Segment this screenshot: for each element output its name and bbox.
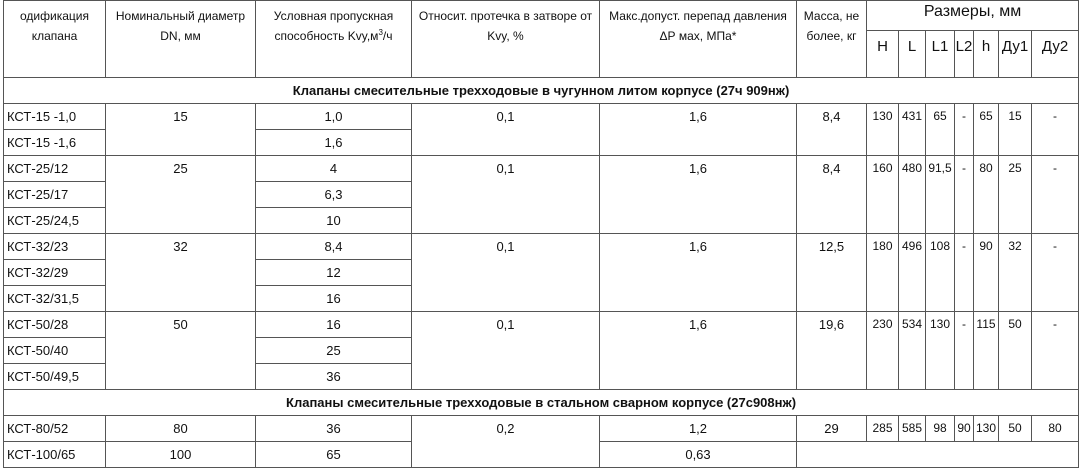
model-cell: КСТ-50/28 xyxy=(4,312,106,338)
table-row xyxy=(4,312,1079,338)
empty-cell xyxy=(797,442,1079,468)
model-cell: КСТ-100/65 xyxy=(4,442,106,468)
kvy-cell: 12 xyxy=(256,260,412,286)
model-cell: КСТ-32/31,5 xyxy=(4,286,106,312)
leakage-cell: 0,2 xyxy=(412,416,600,468)
kvy-cell: 6,3 xyxy=(256,182,412,208)
dim-h-upper-cell: 180 xyxy=(867,234,899,312)
leakage-cell: 0,1 xyxy=(412,156,600,234)
mass-cell: 12,5 xyxy=(797,234,867,312)
leakage-cell: 0,1 xyxy=(412,104,600,156)
kvy-cell: 8,4 xyxy=(256,234,412,260)
header-kvy xyxy=(256,1,412,78)
dim-l1-cell: 108 xyxy=(926,234,955,312)
dim-h-upper-cell: 130 xyxy=(867,104,899,156)
header-dim-du2: Ду2 xyxy=(1032,31,1079,78)
dn-cell: 15 xyxy=(106,104,256,156)
table-row xyxy=(4,234,1079,260)
dn-cell: 32 xyxy=(106,234,256,312)
header-dimensions: Размеры, мм xyxy=(867,1,1079,31)
header-mass: Масса, не более, кг xyxy=(797,1,867,78)
model-cell: КСТ-25/12 xyxy=(4,156,106,182)
table-header xyxy=(4,1,1079,78)
mass-cell: 8,4 xyxy=(797,156,867,234)
dim-l1-cell: 65 xyxy=(926,104,955,156)
header-dim-h-lower: h xyxy=(974,31,999,78)
model-cell: КСТ-25/17 xyxy=(4,182,106,208)
model-cell: КСТ-15 -1,6 xyxy=(4,130,106,156)
kvy-cell: 1,6 xyxy=(256,130,412,156)
dim-h-lower-cell: 65 xyxy=(974,104,999,156)
header-modification: одификация клапана xyxy=(4,1,106,78)
model-cell: КСТ-32/29 xyxy=(4,260,106,286)
dim-l1-cell: 91,5 xyxy=(926,156,955,234)
kvy-cell: 36 xyxy=(256,364,412,390)
dim-l-cell: 496 xyxy=(899,234,926,312)
dn-cell: 80 xyxy=(106,416,256,442)
dim-l1-cell: 98 xyxy=(926,416,955,442)
leakage-cell: 0,1 xyxy=(412,312,600,390)
model-cell: КСТ-32/23 xyxy=(4,234,106,260)
mass-cell: 29 xyxy=(797,416,867,442)
model-cell: КСТ-25/24,5 xyxy=(4,208,106,234)
header-dim-l2: L2 xyxy=(955,31,974,78)
pressure-cell: 1,2 xyxy=(600,416,797,442)
pressure-cell: 1,6 xyxy=(600,156,797,234)
dim-l-cell: 480 xyxy=(899,156,926,234)
section-heading-row xyxy=(4,78,1079,104)
header-max-pressure: Макс.допуст. перепад давления ΔР мах, МПа* xyxy=(600,1,797,78)
mass-cell: 19,6 xyxy=(797,312,867,390)
dim-l1-cell: 130 xyxy=(926,312,955,390)
dim-du2-cell: - xyxy=(1032,156,1079,234)
kvy-cell: 16 xyxy=(256,312,412,338)
pressure-cell: 0,63 xyxy=(600,442,797,468)
dn-cell: 100 xyxy=(106,442,256,468)
dim-l2-cell: - xyxy=(955,104,974,156)
dim-du1-cell: 50 xyxy=(999,416,1032,442)
kvy-cell: 25 xyxy=(256,338,412,364)
dim-du2-cell: 80 xyxy=(1032,416,1079,442)
header-kvy-suffix: /ч xyxy=(382,29,393,43)
dim-du1-cell: 32 xyxy=(999,234,1032,312)
dim-h-lower-cell: 115 xyxy=(974,312,999,390)
dim-l-cell: 431 xyxy=(899,104,926,156)
dim-h-lower-cell: 80 xyxy=(974,156,999,234)
pressure-cell: 1,6 xyxy=(600,234,797,312)
section-title-steel: Клапаны смесительные трехходовые в стальном сварном корпусе (27с908нж) xyxy=(4,390,1079,416)
kvy-cell: 65 xyxy=(256,442,412,468)
header-kvy-sup: 3 xyxy=(378,28,383,37)
dim-h-upper-cell: 230 xyxy=(867,312,899,390)
table-row xyxy=(4,156,1079,182)
leakage-cell: 0,1 xyxy=(412,234,600,312)
header-dim-h-upper: H xyxy=(867,31,899,78)
dim-du1-cell: 15 xyxy=(999,104,1032,156)
kvy-cell: 1,0 xyxy=(256,104,412,130)
kvy-cell: 16 xyxy=(256,286,412,312)
mass-cell: 8,4 xyxy=(797,104,867,156)
dim-l-cell: 585 xyxy=(899,416,926,442)
dn-cell: 25 xyxy=(106,156,256,234)
dim-h-upper-cell: 160 xyxy=(867,156,899,234)
dim-du2-cell: - xyxy=(1032,234,1079,312)
dim-du1-cell: 50 xyxy=(999,312,1032,390)
section-heading-row xyxy=(4,390,1079,416)
dim-l-cell: 534 xyxy=(899,312,926,390)
dim-h-upper-cell: 285 xyxy=(867,416,899,442)
kvy-cell: 10 xyxy=(256,208,412,234)
header-dim-du1: Ду1 xyxy=(999,31,1032,78)
dim-l2-cell: - xyxy=(955,234,974,312)
model-cell: КСТ-50/49,5 xyxy=(4,364,106,390)
dim-l2-cell: - xyxy=(955,312,974,390)
header-leakage: Относит. протечка в затворе от Kvy, % xyxy=(412,1,600,78)
model-cell: КСТ-80/52 xyxy=(4,416,106,442)
dim-du2-cell: - xyxy=(1032,104,1079,156)
pressure-cell: 1,6 xyxy=(600,312,797,390)
model-cell: КСТ-50/40 xyxy=(4,338,106,364)
dim-l2-cell: 90 xyxy=(955,416,974,442)
pressure-cell: 1,6 xyxy=(600,104,797,156)
table-row xyxy=(4,416,1079,442)
kvy-cell: 4 xyxy=(256,156,412,182)
dim-du2-cell: - xyxy=(1032,312,1079,390)
valve-spec-table xyxy=(3,0,1079,468)
header-kvy-text: Условная пропускная способность Kvy,м xyxy=(273,9,394,43)
section-title-cast-iron: Клапаны смесительные трехходовые в чугунном литом корпусе (27ч 909нж) xyxy=(4,78,1079,104)
model-cell: КСТ-15 -1,0 xyxy=(4,104,106,130)
dim-h-lower-cell: 90 xyxy=(974,234,999,312)
header-nominal-diameter: Номинальный диаметр DN, мм xyxy=(106,1,256,78)
table-row xyxy=(4,104,1079,130)
dim-du1-cell: 25 xyxy=(999,156,1032,234)
header-dim-l1: L1 xyxy=(926,31,955,78)
kvy-cell: 36 xyxy=(256,416,412,442)
dim-h-lower-cell: 130 xyxy=(974,416,999,442)
dn-cell: 50 xyxy=(106,312,256,390)
dim-l2-cell: - xyxy=(955,156,974,234)
header-dim-l: L xyxy=(899,31,926,78)
